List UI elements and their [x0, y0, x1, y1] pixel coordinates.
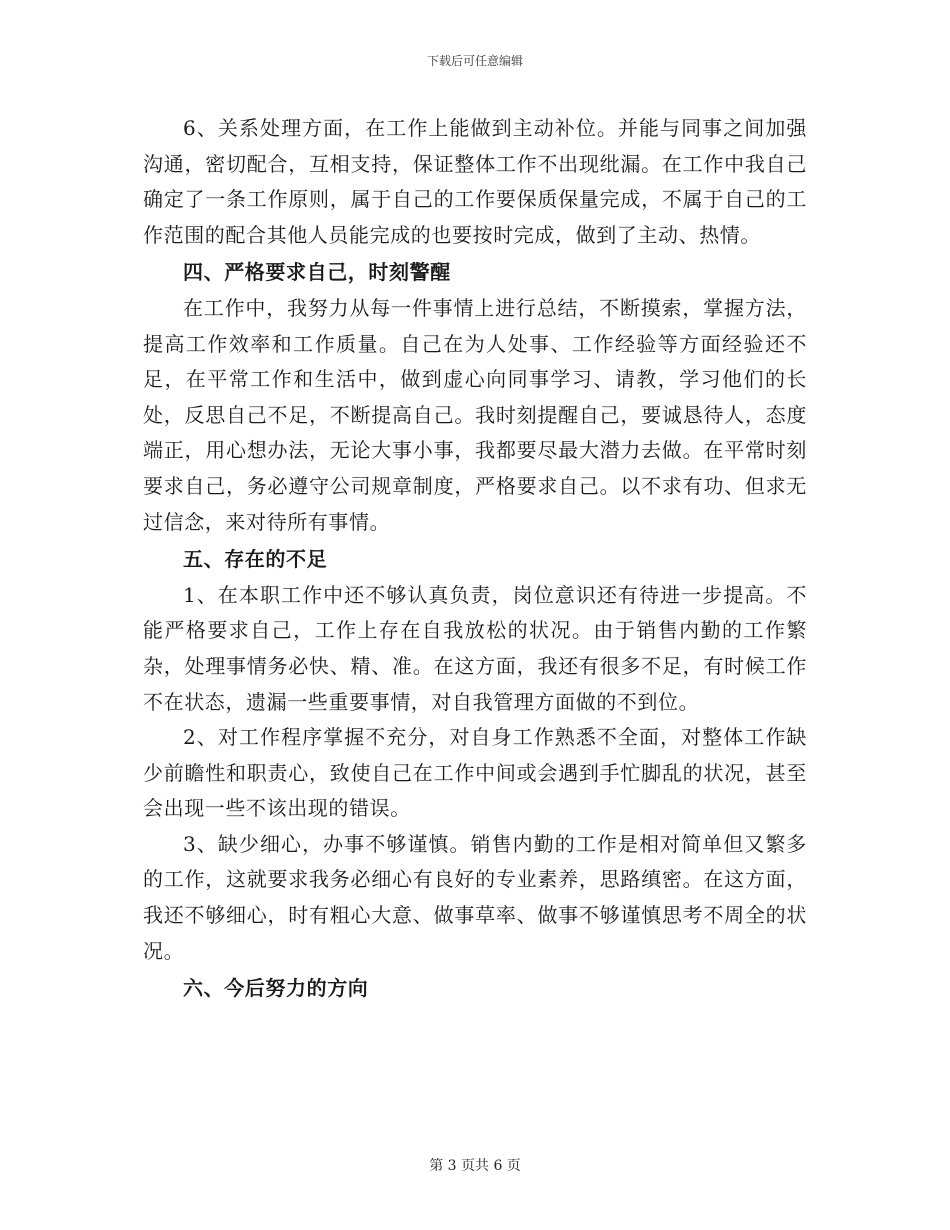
- paragraph-shortcoming-3: 3、缺少细心，办事不够谨慎。销售内勤的工作是相对简单但又繁多的工作，这就要求我务必细心有良好的专业素养，思路缜密。在这方面，我还不够细心，时有粗心大意、做事草率、做事不够谨慎思考不周全的状况。: [143, 831, 807, 963]
- section-heading-strict-self-discipline: 四、严格要求自己，时刻警醒: [183, 260, 451, 285]
- paragraph-shortcoming-1: 1、在本职工作中还不够认真负责，岗位意识还有待进一步提高。不能严格要求自己，工作上存在自我放松的状况。由于销售内勤的工作繁杂，处理事情务必快、精、准。在这方面，我还有很多不足，有时候工作不在状态，遗漏一些重要事情，对自我管理方面做的不到位。: [143, 582, 807, 714]
- page-footer: 第 3 页共 6 页: [429, 1158, 521, 1174]
- section-heading-future-direction: 六、今后努力的方向: [183, 976, 369, 1001]
- paragraph-shortcoming-2: 2、对工作程序掌握不充分，对自身工作熟悉不全面，对整体工作缺少前瞻性和职责心，致使自己在工作中间或会遇到手忙脚乱的状况，甚至会出现一些不该出现的错误。: [143, 725, 807, 821]
- section-heading-shortcomings: 五、存在的不足: [183, 547, 328, 572]
- paragraph-relationship-handling: 6、关系处理方面，在工作上能做到主动补位。并能与同事之间加强沟通，密切配合，互相支持，保证整体工作不出现纰漏。在工作中我自己确定了一条工作原则，属于自己的工作要保质保量完成，不属于自己的工作范围的配合其他人员能完成的也要按时完成，做到了主动、热情。: [143, 116, 807, 247]
- paragraph-self-discipline: 在工作中，我努力从每一件事情上进行总结，不断摸索，掌握方法，提高工作效率和工作质量。自己在为人处事、工作经验等方面经验还不足，在平常工作和生活中，做到虚心向同事学习、请教，学习他们的长处，反思自己不足，不断提高自己。我时刻提醒自己，要诚恳待人，态度端正，用心想办法，无论大事小事，我都要尽最大潜力去做。在平常时刻要求自己，务必遵守公司规章制度，严格要求自己。以不求有功、但求无过信念，来对待所有事情。: [143, 295, 807, 534]
- document-body: [143, 111, 807, 1007]
- page-header: 下载后可任意编辑: [426, 54, 523, 68]
